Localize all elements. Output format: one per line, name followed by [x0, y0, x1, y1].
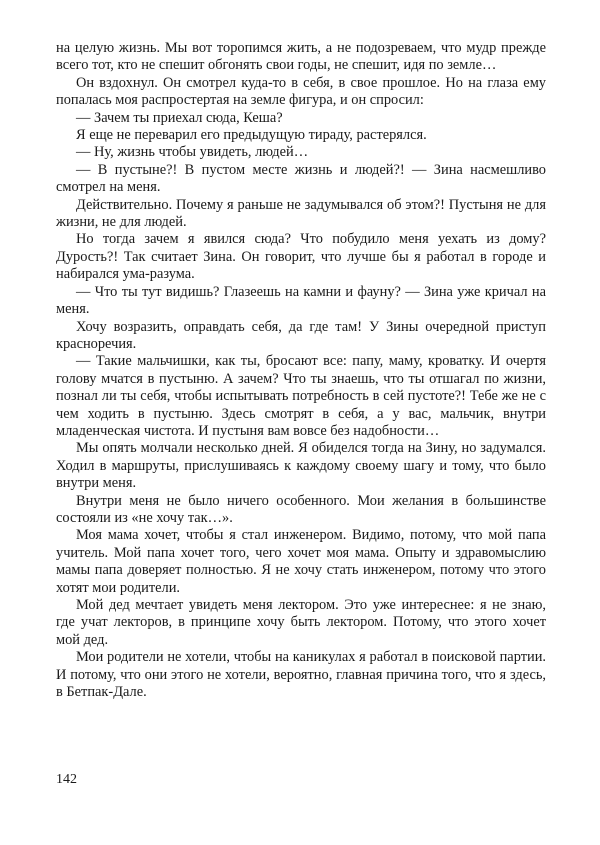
paragraph-15: Мой дед мечтает увидеть меня лектором. Это уже интереснее: я не знаю, где учат лекторов, в принципе хочу быть лектором. Потому, что этого хочет мой дед. [56, 597, 546, 648]
page-number: 142 [56, 772, 77, 787]
paragraph-14: Моя мама хочет, чтобы я стал инженером. Видимо, потому, что мой папа учитель. Мой папа хочет того, чего хочет моя мама. Опыту и здравомыслию мамы папа доверяет полностью. Я не хочу стать инженером, потому что этого хотят мои родители. [56, 527, 546, 596]
paragraph-11: — Такие мальчишки, как ты, бросают все: папу, маму, кроватку. И очертя голову мчатся в пустыню. А зачем? Что ты знаешь, что ты отшагал по жизни, познал ли ты себя, чтобы испытывать потребность в сей пустоте?! Тебе же не с чем ходить в пустыню. Здесь смотрят в себя, а у вас, мальчик, внутри младенческая чистота. И пустыня вам вовсе без надобности… [56, 353, 546, 439]
page-body [56, 40, 546, 701]
paragraph-13: Внутри меня не было ничего особенного. Мои желания в большинстве состояли из «не хочу так…». [56, 492, 546, 526]
paragraph-3: — Зачем ты приехал сюда, Кеша? [76, 109, 283, 126]
paragraph-8: Но тогда зачем я явился сюда? Что побудило меня уехать из дому? Дурость?! Так считает Зина. Он говорит, что лучше бы я работал в городе и набирался ума-разума. [56, 231, 546, 283]
paragraph-12: Мы опять молчали несколько дней. Я обиделся тогда на Зину, но задумался. Ходил в маршруты, прислушиваясь к каждому своему шагу и тому, что было внутри меня. [56, 440, 546, 492]
paragraph-5: — Ну, жизнь чтобы увидеть, людей… [76, 144, 309, 161]
paragraph-9: — Что ты тут видишь? Глазеешь на камни и фауну? — Зина уже кричал на меня. [56, 283, 546, 318]
paragraph-2: Он вздохнул. Он смотрел куда-то в себя, в свое прошлое. Но на глаза ему попалась моя распростертая на земле фигура, и он спросил: [56, 74, 546, 109]
paragraph-16: Мои родители не хотели, чтобы на каникулах я работал в поисковой партии. И потому, что они этого не хотели, вероятно, главная причина того, что я здесь, в Бетпак-Дале. [56, 649, 546, 701]
paragraph-10: Хочу возразить, оправдать себя, да где там! У Зины очередной приступ красноречия. [56, 318, 546, 352]
paragraph-6: — В пустыне?! В пустом месте жизнь и людей?! — Зина насмешливо смотрел на меня. [56, 161, 546, 196]
paragraph-4: Я еще не переварил его предыдущую тираду, растерялся. [76, 127, 427, 144]
paragraph-7: Действительно. Почему я раньше не задумывался об этом?! Пустыня не для жизни, не для людей. [56, 196, 546, 231]
paragraph-1: на целую жизнь. Мы вот торопимся жить, а не подозреваем, что мудр прежде всего тот, кто не спешит обгонять свои годы, не спешит, идя по земле… [56, 40, 546, 74]
